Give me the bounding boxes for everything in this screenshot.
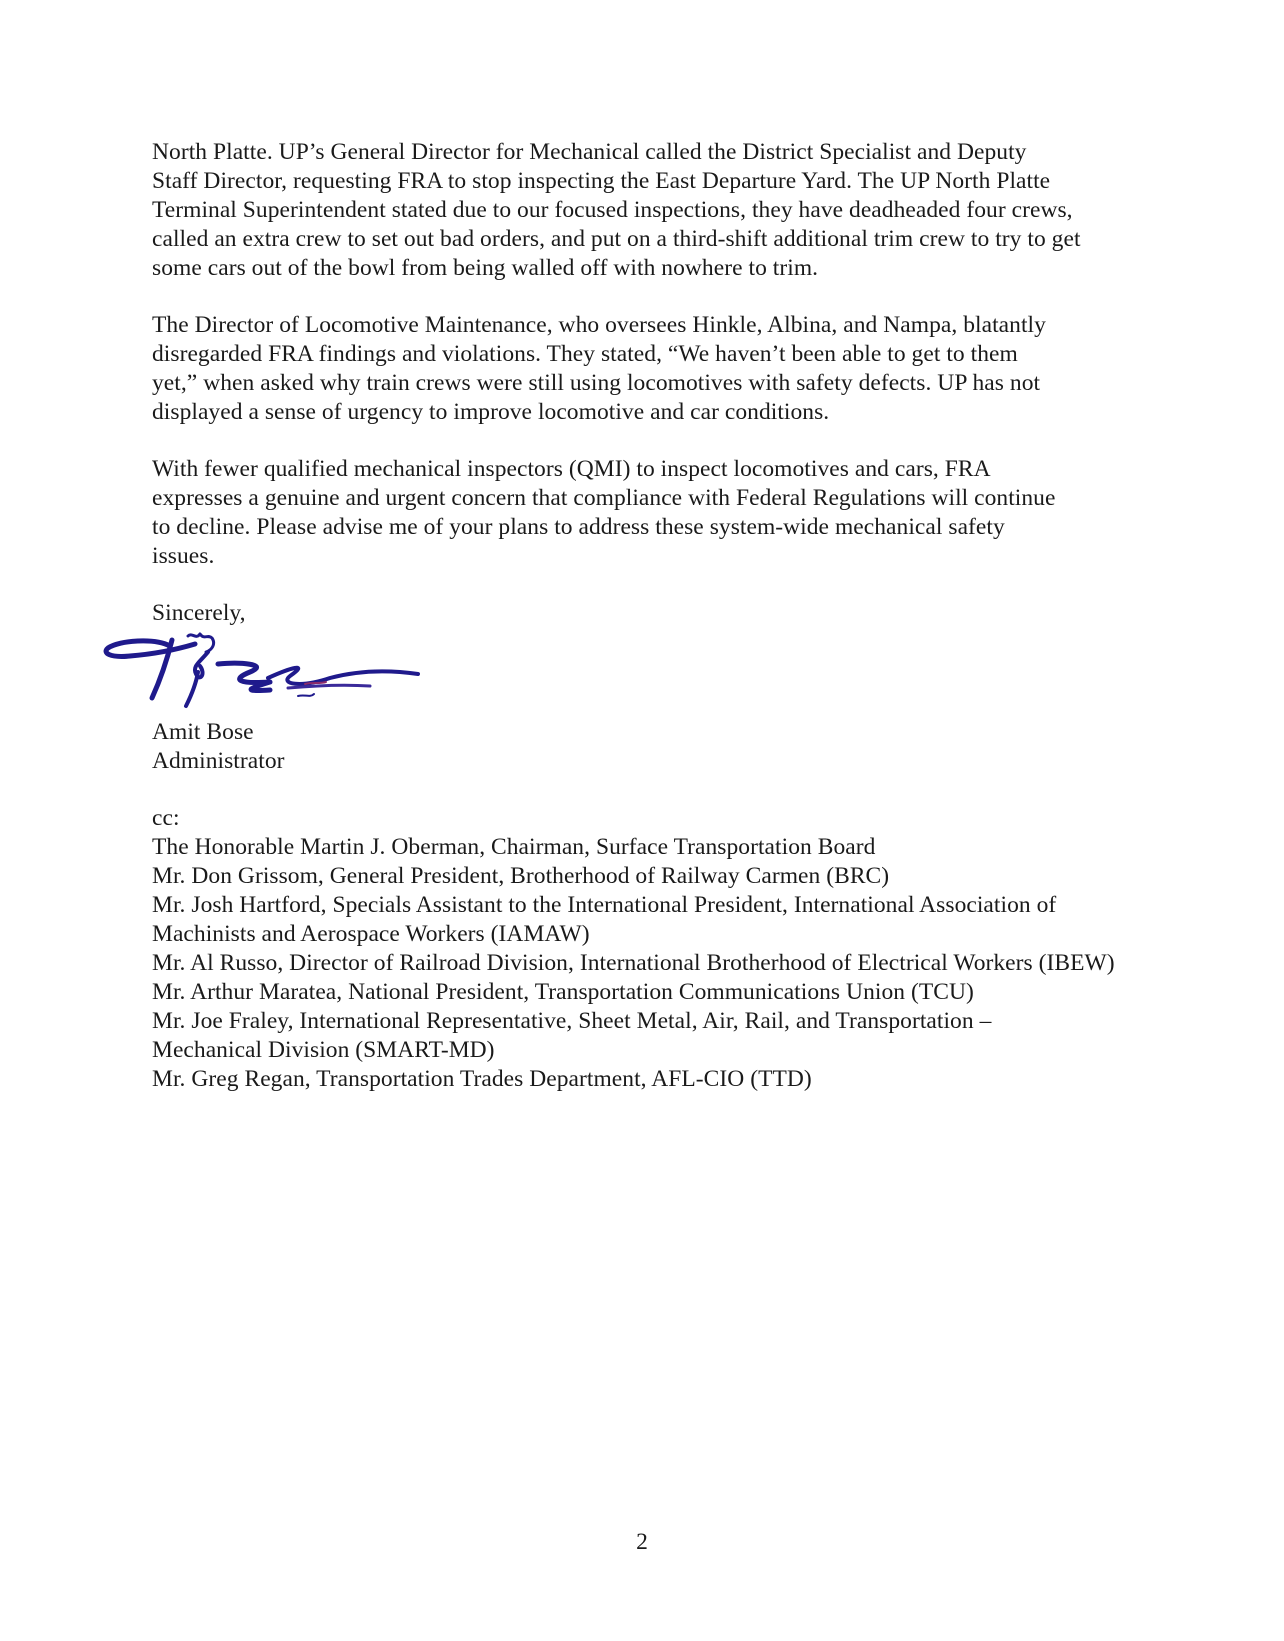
signer-title: Administrator [152, 748, 285, 774]
cc-recipient: Mr. Joe Fraley, International Representative, Sheet Metal, Air, Rail, and Transportation – [152, 1008, 992, 1034]
paragraph-qmi-concern [152, 455, 1212, 571]
text-line: The Director of Locomotive Maintenance, who oversees Hinkle, Albina, and Nampa, blatantly [152, 312, 1046, 338]
cc-recipient: Mechanical Division (SMART-MD) [152, 1037, 495, 1063]
text-line: called an extra crew to set out bad orders, and put on a third-shift additional trim crew to try to get [152, 226, 1081, 252]
text-line: expresses a genuine and urgent concern that compliance with Federal Regulations will continue [152, 485, 1056, 511]
cc-recipient: Mr. Greg Regan, Transportation Trades Department, AFL-CIO (TTD) [152, 1066, 812, 1092]
cc-recipient: Mr. Don Grissom, General President, Brotherhood of Railway Carmen (BRC) [152, 863, 890, 889]
letter-page [152, 138, 1212, 1094]
cc-recipient: Mr. Arthur Maratea, National President, Transportation Communications Union (TCU) [152, 979, 974, 1005]
text-line: displayed a sense of urgency to improve locomotive and car conditions. [152, 399, 830, 425]
closing-salutation: Sincerely, [152, 600, 246, 626]
cc-list [152, 804, 1212, 1094]
text-line: disregarded FRA findings and violations. They stated, “We haven’t been able to get to them [152, 341, 1018, 367]
cc-recipient: Machinists and Aerospace Workers (IAMAW) [152, 921, 590, 947]
text-line: yet,” when asked why train crews were still using locomotives with safety defects. UP has not [152, 370, 1041, 396]
text-line: some cars out of the bowl from being walled off with nowhere to trim. [152, 255, 819, 281]
paragraph-north-platte [152, 138, 1212, 283]
text-line: Terminal Superintendent stated due to our focused inspections, they have deadheaded four crews, [152, 197, 1073, 223]
text-line: With fewer qualified mechanical inspectors (QMI) to inspect locomotives and cars, FRA [152, 456, 991, 482]
cc-recipient: Mr. Josh Hartford, Specials Assistant to the International President, International Association of [152, 892, 1057, 918]
page-number: 2 [636, 1529, 648, 1555]
paragraph-locomotive-maintenance [152, 311, 1212, 427]
signature [100, 626, 1212, 718]
text-line: Staff Director, requesting FRA to stop inspecting the East Departure Yard. The UP North Platte [152, 168, 1051, 194]
text-line: issues. [152, 543, 215, 569]
signer-name: Amit Bose [152, 719, 254, 745]
cc-recipient: The Honorable Martin J. Oberman, Chairman, Surface Transportation Board [152, 834, 876, 860]
text-line: North Platte. UP’s General Director for Mechanical called the District Specialist and Deputy [152, 139, 1027, 165]
text-line: to decline. Please advise me of your plans to address these system-wide mechanical safety [152, 514, 1005, 540]
cc-label: cc: [152, 805, 180, 831]
signature-icon [100, 626, 430, 718]
cc-recipient: Mr. Al Russo, Director of Railroad Division, International Brotherhood of Electrical Workers (IBEW) [152, 950, 1115, 976]
